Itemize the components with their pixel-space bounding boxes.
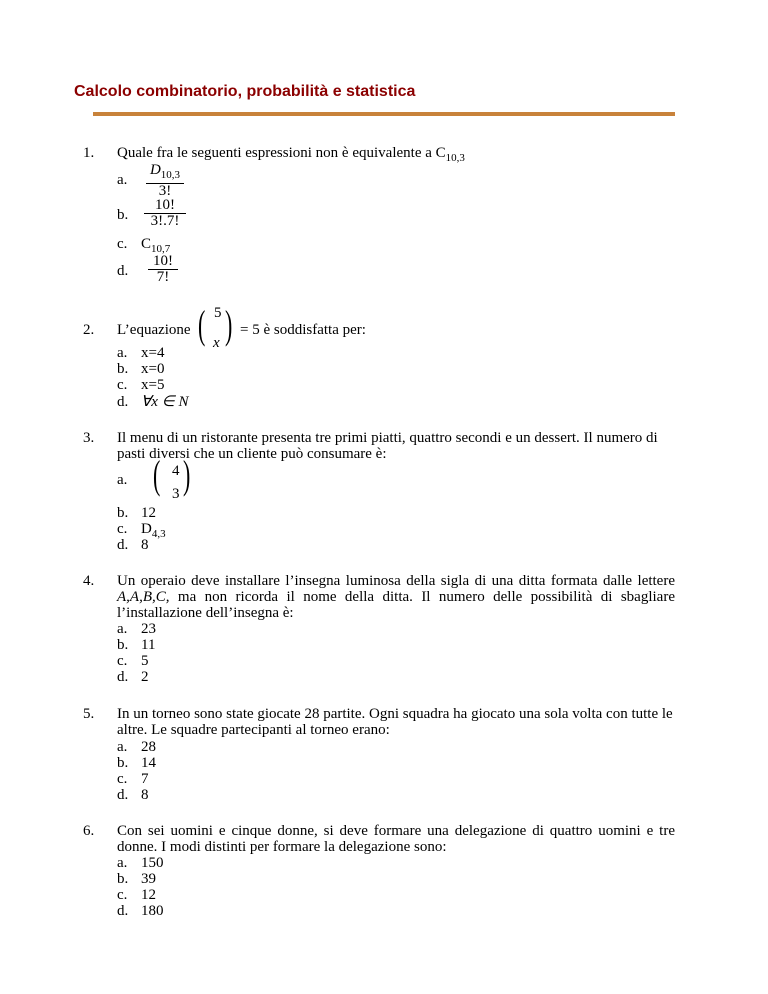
q2-binom-bottom: x [213,335,220,351]
q1-b-numerator: 10! [144,198,186,214]
question-6-line-1: Con sei uomini e cinque donne, si deve formare una delegazione di quattro uomini e tre [117,823,675,839]
q3-option-b-label: b. [117,505,129,521]
q2-option-d-text: ∀x ∈ N [141,394,189,410]
question-2-prefix: L’equazione [117,322,191,338]
q5-option-a-label: a. [117,739,128,755]
q2-left-paren: ( [197,302,206,347]
q1-option-d-label: d. [117,263,129,279]
question-3-line-1: Il menu di un ristorante presenta tre primi piatti, quattro secondi e un dessert. Il numero di [117,430,658,446]
q1-option-c-text: C [141,236,152,252]
q6-option-d [117,903,164,919]
question-2-suffix: = 5 è soddisfatta per: [240,322,366,338]
q1-a-numerator: D [149,162,161,178]
q3-option-d-text: 8 [141,537,149,553]
q2-option-a-text: x=4 [141,345,165,361]
q6-option-b-text: 39 [141,871,156,887]
q4-option-c-text: 5 [141,653,149,669]
q5-option-a-text: 28 [141,739,156,755]
q5-option-c-text: 7 [141,771,149,787]
question-4-line-2 [117,589,675,605]
q3-binom-top: 4 [172,463,180,479]
q3-option-c-label: c. [117,521,128,537]
q4-option-a [117,621,156,637]
q4-option-d-text: 2 [141,669,149,685]
q4-option-b-label: b. [117,637,129,653]
question-4-line-2-rest: ma non ricorda il nome della ditta. Il numero delle possibilità di sbagliare [169,589,675,605]
question-6-number: 6. [83,823,95,839]
q3-option-b-text: 12 [141,505,156,521]
q1-option-b-fraction [144,198,186,229]
q5-option-c-label: c. [117,771,128,787]
q1-a-numerator-sub: 10,3 [160,169,181,181]
question-1-subscript: 10,3 [445,152,465,164]
q1-option-c-label: c. [117,236,128,252]
q5-option-d-text: 8 [141,787,149,803]
q6-option-b-label: b. [117,871,129,887]
question-4-line-3: l’installazione dell’insegna è: [117,605,294,621]
q3-left-paren: ( [152,452,161,497]
q1-d-denominator: 7! [156,269,170,285]
q4-option-c [117,653,149,669]
question-5-line-1: In un torneo sono state giocate 28 partite. Ogni squadra ha giocato una sola volta con tutte le [117,706,673,722]
title-divider [93,112,675,116]
q2-option-b [117,361,164,377]
q4-option-c-label: c. [117,653,128,669]
q3-option-d-label: d. [117,537,129,553]
question-2-number: 2. [83,322,95,338]
q4-option-b [117,637,155,653]
q2-option-c [117,377,164,393]
q5-option-c [117,771,149,787]
q1-a-denominator: 3! [158,183,172,199]
question-4-number: 4. [83,573,95,589]
q3-option-c-sub: 4,3 [151,528,166,540]
q3-option-b [117,505,156,521]
q6-option-c-label: c. [117,887,128,903]
question-3-line-2: pasti diversi che un cliente può consumare è: [117,446,387,462]
q4-option-a-text: 23 [141,621,156,637]
q6-option-a-text: 150 [141,855,164,871]
question-1-number: 1. [83,145,95,161]
q5-option-b-label: b. [117,755,129,771]
q2-option-b-label: b. [117,361,129,377]
q2-binom-top: 5 [214,305,222,321]
q3-option-a-label: a. [117,472,128,488]
q2-option-a-label: a. [117,345,128,361]
q6-option-a [117,855,164,871]
question-5-line-2: altre. Le squadre partecipanti al torneo erano: [117,722,390,738]
question-6-line-2: donne. I modi distinti per formare la delegazione sono: [117,839,447,855]
question-5-number: 5. [83,706,95,722]
q3-binom-bottom: 3 [172,486,180,502]
q3-right-paren: ) [182,452,191,497]
q4-option-a-label: a. [117,621,128,637]
q4-option-d-label: d. [117,669,129,685]
q6-option-c-text: 12 [141,887,156,903]
q2-option-d [117,394,189,410]
q2-option-a [117,345,164,361]
q2-right-paren: ) [224,302,233,347]
question-1-stem: Quale fra le seguenti espressioni non è equivalente a C [117,145,446,161]
question-4-letters: A,A,B,C, [117,589,170,605]
q5-option-d-label: d. [117,787,129,803]
question-3-number: 3. [83,430,95,446]
q2-option-c-text: x=5 [141,377,165,393]
q1-option-c-sub: 10,7 [151,243,171,255]
q6-option-d-text: 180 [141,903,164,919]
q1-option-a-label: a. [117,172,128,188]
q1-b-denominator: 3!.7! [150,213,180,229]
q5-option-a [117,739,156,755]
page-title: Calcolo combinatorio, probabilità e statistica [74,83,416,100]
q5-option-b-text: 14 [141,755,156,771]
q2-option-b-text: x=0 [141,361,165,377]
q6-option-c [117,887,156,903]
q2-option-d-label: d. [117,394,129,410]
q1-option-d-fraction [148,254,178,285]
q6-option-d-label: d. [117,903,129,919]
q2-option-c-label: c. [117,377,128,393]
question-4-line-1: Un operaio deve installare l’insegna luminosa della sigla di una ditta formata dalle lettere [117,573,675,589]
q5-option-d [117,787,149,803]
q3-option-d [117,537,149,553]
q4-option-b-text: 11 [141,637,156,653]
q6-option-b [117,871,156,887]
q1-d-numerator: 10! [148,254,178,270]
q5-option-b [117,755,156,771]
q1-option-a-fraction [146,163,184,199]
q6-option-a-label: a. [117,855,128,871]
q3-option-c-text: D [141,521,152,537]
q1-option-b-label: b. [117,207,129,223]
q4-option-d [117,669,149,685]
